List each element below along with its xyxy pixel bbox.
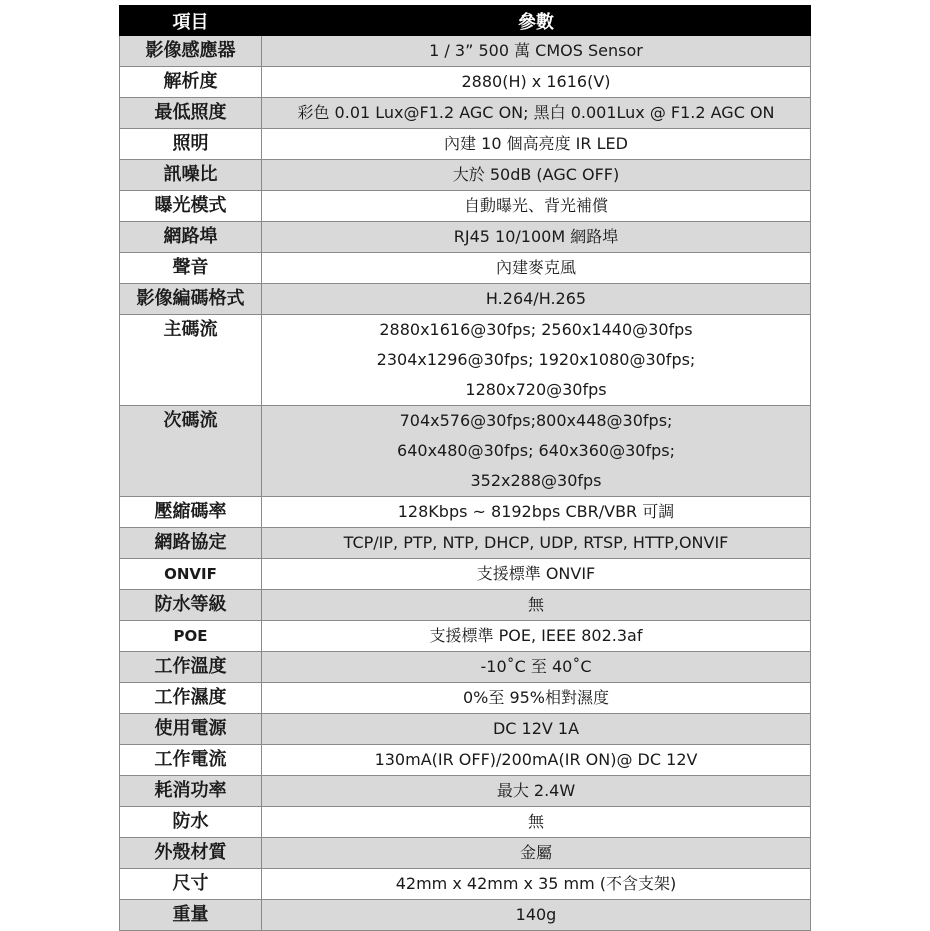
row-label: 主碼流 — [120, 315, 262, 406]
row-label: 工作電流 — [120, 745, 262, 776]
row-value-line: 2304x1296@30fps; 1920x1080@30fps; — [376, 350, 696, 369]
row-value: 無 — [262, 590, 811, 621]
row-label: 影像感應器 — [120, 36, 262, 67]
row-value-line: 704x576@30fps;800x448@30fps; — [399, 411, 673, 430]
row-label: 耗消功率 — [120, 776, 262, 807]
row-label: 防水 — [120, 807, 262, 838]
row-value: DC 12V 1A — [262, 714, 811, 745]
table-row — [120, 776, 811, 807]
table-row — [120, 253, 811, 284]
row-label: 防水等級 — [120, 590, 262, 621]
row-label: 外殼材質 — [120, 838, 262, 869]
row-label: POE — [120, 621, 262, 652]
row-label: 壓縮碼率 — [120, 497, 262, 528]
row-label: 曝光模式 — [120, 191, 262, 222]
row-label: 訊噪比 — [120, 160, 262, 191]
row-label: 次碼流 — [120, 406, 262, 497]
row-label: 工作溫度 — [120, 652, 262, 683]
row-value: H.264/H.265 — [262, 284, 811, 315]
row-value-multiline — [262, 315, 811, 406]
table-row — [120, 838, 811, 869]
row-value: 彩色 0.01 Lux@F1.2 AGC ON; 黑白 0.001Lux @ F1.2 AGC ON — [262, 98, 811, 129]
row-value: -10˚C 至 40˚C — [262, 652, 811, 683]
row-label: 影像編碼格式 — [120, 284, 262, 315]
row-value: 2880(H) x 1616(V) — [262, 67, 811, 98]
table-row — [120, 745, 811, 776]
table-row — [120, 652, 811, 683]
row-value: 0%至 95%相對濕度 — [262, 683, 811, 714]
row-value-line: 352x288@30fps — [470, 471, 602, 490]
row-value: RJ45 10/100M 網路埠 — [262, 222, 811, 253]
row-value: TCP/IP, PTP, NTP, DHCP, UDP, RTSP, HTTP,ONVIF — [262, 528, 811, 559]
row-value: 支援標準 ONVIF — [262, 559, 811, 590]
table-row — [120, 683, 811, 714]
table-row — [120, 528, 811, 559]
row-value: 自動曝光、背光補償 — [262, 191, 811, 222]
table-row-main-stream — [120, 315, 811, 406]
row-value: 無 — [262, 807, 811, 838]
row-label: ONVIF — [120, 559, 262, 590]
row-label: 重量 — [120, 900, 262, 931]
row-value: 1 / 3” 500 萬 CMOS Sensor — [262, 36, 811, 67]
row-label: 解析度 — [120, 67, 262, 98]
header-item: 項目 — [120, 6, 262, 36]
table-row — [120, 869, 811, 900]
row-label: 網路埠 — [120, 222, 262, 253]
row-value-multiline — [262, 406, 811, 497]
table-row — [120, 590, 811, 621]
row-value: 金屬 — [262, 838, 811, 869]
table-row — [120, 191, 811, 222]
table-row — [120, 129, 811, 160]
row-value: 42mm x 42mm x 35 mm (不含支架) — [262, 869, 811, 900]
row-value: 內建 10 個高亮度 IR LED — [262, 129, 811, 160]
row-value: 140g — [262, 900, 811, 931]
row-label: 聲音 — [120, 253, 262, 284]
row-label: 使用電源 — [120, 714, 262, 745]
row-value: 大於 50dB (AGC OFF) — [262, 160, 811, 191]
table-row — [120, 807, 811, 838]
table-row — [120, 160, 811, 191]
row-value: 最大 2.4W — [262, 776, 811, 807]
row-label: 網路協定 — [120, 528, 262, 559]
table-row — [120, 559, 811, 590]
row-value-line: 1280x720@30fps — [465, 380, 607, 399]
table-row — [120, 900, 811, 931]
table-row — [120, 284, 811, 315]
table-row — [120, 497, 811, 528]
table-row — [120, 714, 811, 745]
spec-table — [119, 5, 811, 931]
row-value: 130mA(IR OFF)/200mA(IR ON)@ DC 12V — [262, 745, 811, 776]
row-label: 工作濕度 — [120, 683, 262, 714]
table-row — [120, 36, 811, 67]
table-row — [120, 98, 811, 129]
row-label: 最低照度 — [120, 98, 262, 129]
row-value-line: 2880x1616@30fps; 2560x1440@30fps — [379, 320, 693, 339]
table-row — [120, 222, 811, 253]
table-row — [120, 621, 811, 652]
row-value: 支援標準 POE, IEEE 802.3af — [262, 621, 811, 652]
table-header-row — [120, 6, 811, 36]
table-row-sub-stream — [120, 406, 811, 497]
row-label: 尺寸 — [120, 869, 262, 900]
header-parameter: 參數 — [262, 6, 811, 36]
row-label: 照明 — [120, 129, 262, 160]
row-value: 128Kbps ~ 8192bps CBR/VBR 可調 — [262, 497, 811, 528]
row-value-line: 640x480@30fps; 640x360@30fps; — [397, 441, 675, 460]
row-value: 內建麥克風 — [262, 253, 811, 284]
table-row — [120, 67, 811, 98]
